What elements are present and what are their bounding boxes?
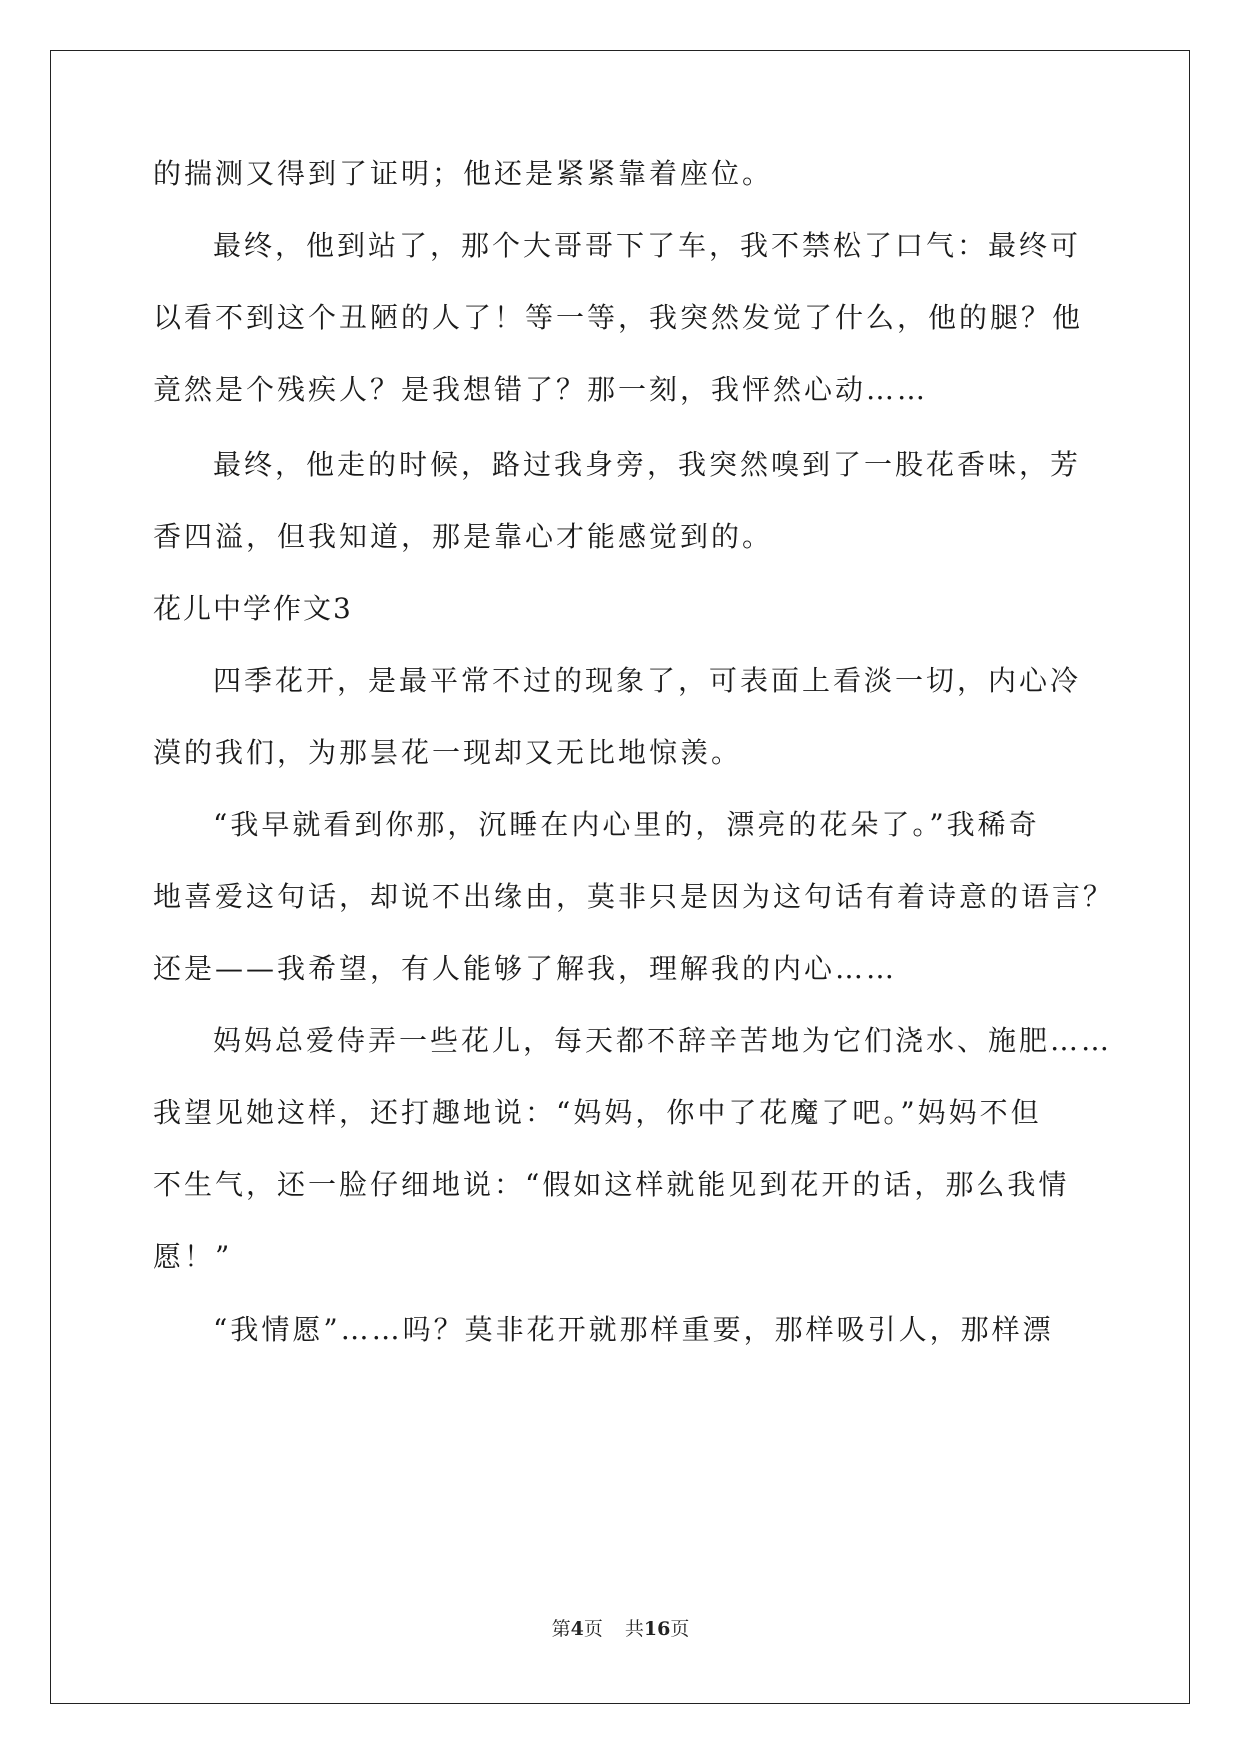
text-line: 四季花开，是最平常不过的现象了，可表面上看淡一切，内心冷	[213, 664, 1082, 697]
text-line: 以看不到这个丑陋的人了！等一等，我突然发觉了什么，他的腿？他	[153, 301, 1084, 334]
section-heading: 花儿中学作文3	[153, 592, 353, 625]
page-border	[50, 50, 1190, 1704]
text-line: “我情愿”……吗？莫非花开就那样重要，那样吸引人，那样漂	[213, 1313, 1054, 1346]
text-line: 妈妈总爱侍弄一些花儿，每天都不辞辛苦地为它们浇水、施肥……	[213, 1024, 1113, 1057]
text-line: 最终，他到站了，那个大哥哥下了车，我不禁松了口气：最终可	[213, 229, 1082, 262]
text-line: 香四溢，但我知道，那是靠心才能感觉到的。	[153, 520, 774, 553]
text-line: 愿！”	[153, 1240, 233, 1273]
text-line: 漠的我们，为那昙花一现却又无比地惊羡。	[153, 736, 743, 769]
total-pages-number: 16	[643, 1618, 671, 1640]
text-line: 还是——我希望，有人能够了解我，理解我的内心……	[153, 952, 898, 985]
text-line: 地喜爱这句话，却说不出缘由，莫非只是因为这句话有着诗意的语言？	[153, 880, 1115, 913]
text-line: 最终，他走的时候，路过我身旁，我突然嗅到了一股花香味，芳	[213, 448, 1082, 481]
current-page-number: 4	[570, 1618, 584, 1640]
footer-total-prefix: 共	[624, 1618, 644, 1640]
footer-page-suffix: 页	[583, 1618, 603, 1640]
footer-total-suffix: 页	[670, 1618, 690, 1640]
text-line: “我早就看到你那，沉睡在内心里的，漂亮的花朵了。”我稀奇	[213, 808, 1040, 841]
page-footer	[0, 1617, 1241, 1641]
text-line: 竟然是个残疾人？是我想错了？那一刻，我怦然心动……	[153, 373, 929, 406]
text-line: 的揣测又得到了证明；他还是紧紧靠着座位。	[153, 157, 774, 190]
text-line: 我望见她这样，还打趣地说：“妈妈，你中了花魔了吧。”妈妈不但	[153, 1096, 1042, 1129]
footer-prefix: 第	[551, 1618, 571, 1640]
text-line: 不生气，还一脸仔细地说：“假如这样就能见到花开的话，那么我情	[153, 1168, 1070, 1201]
